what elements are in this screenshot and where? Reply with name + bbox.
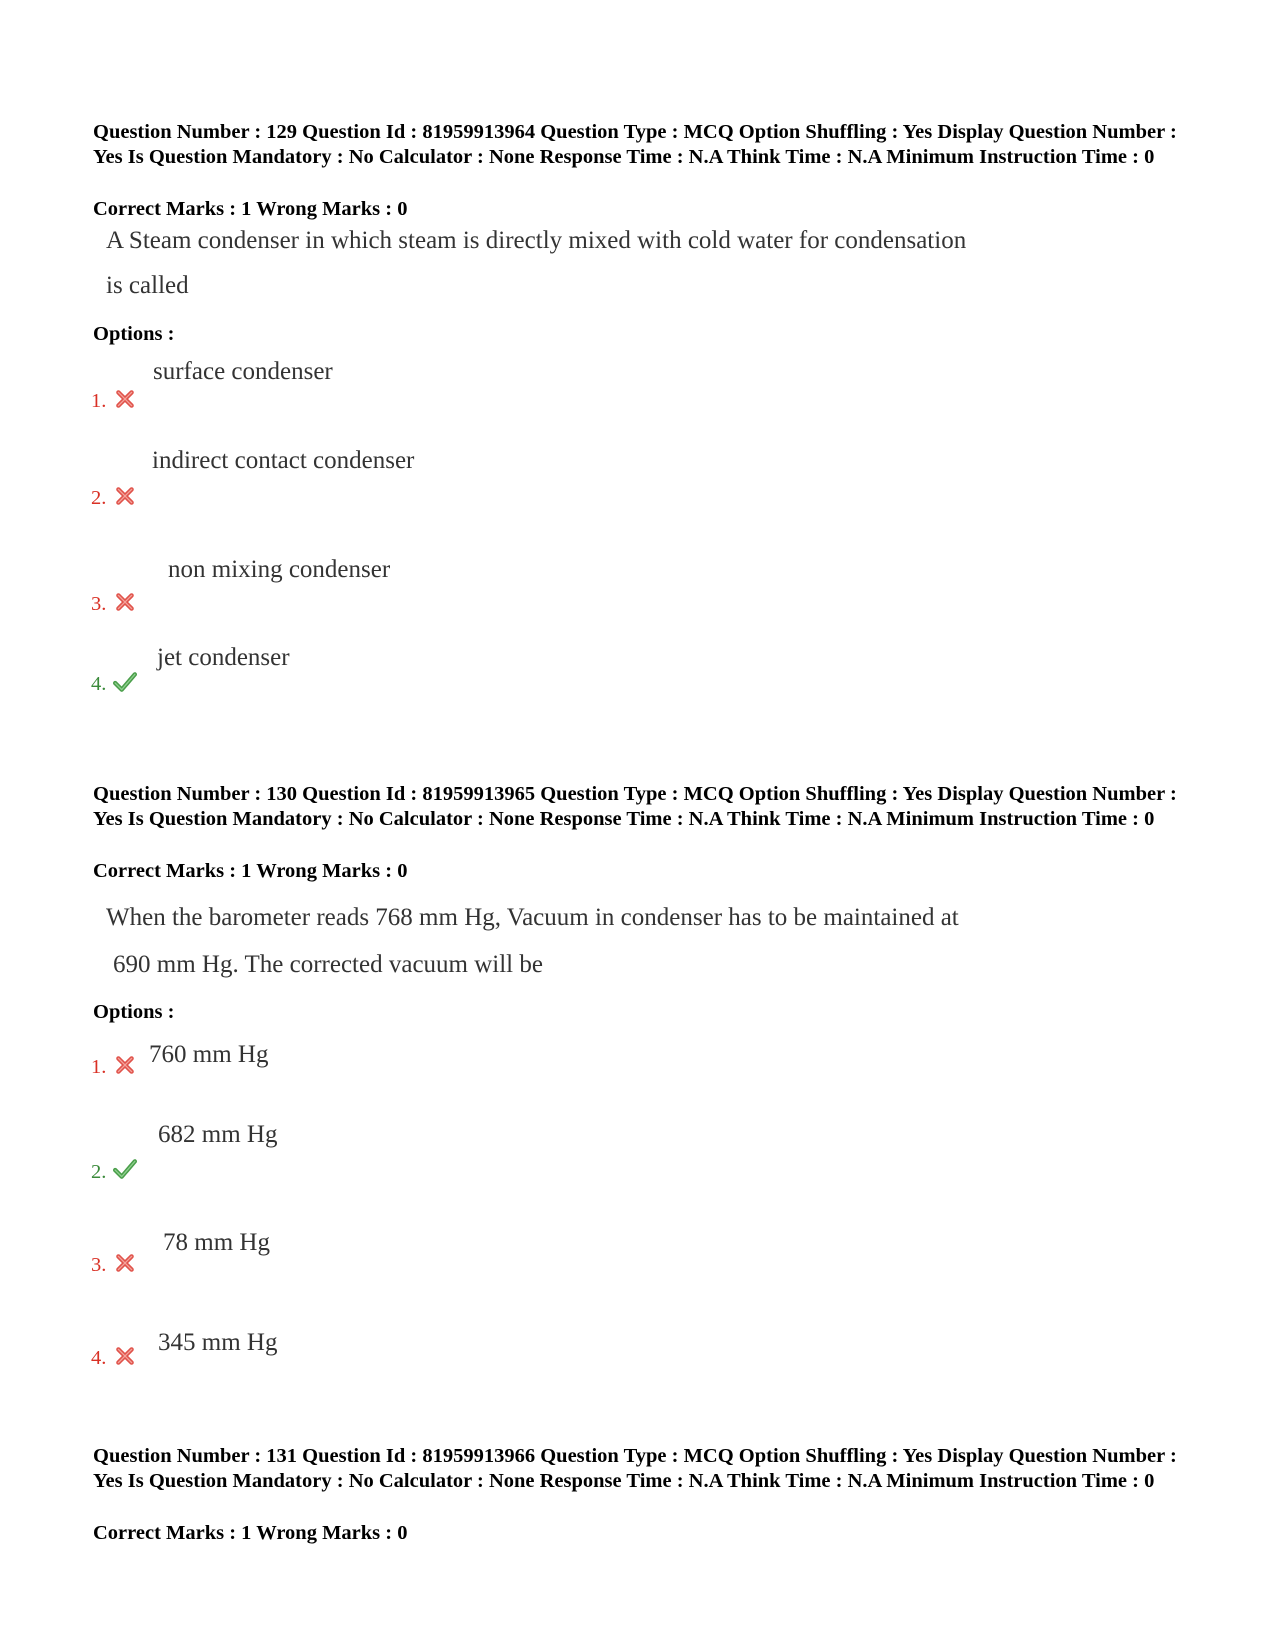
option-text: non mixing condenser <box>168 556 391 583</box>
option-number: 3. <box>91 593 107 615</box>
option-text: 345 mm Hg <box>158 1329 278 1356</box>
cross-icon <box>114 1054 136 1076</box>
option-number: 3. <box>91 1254 107 1276</box>
option-text: jet condenser <box>157 644 290 671</box>
option-text: 78 mm Hg <box>163 1229 270 1256</box>
option-number: 4. <box>91 1347 107 1369</box>
option-number: 2. <box>91 1161 107 1183</box>
cross-icon <box>114 591 136 613</box>
options-label: Options : <box>93 1001 175 1023</box>
option-text: indirect contact condenser <box>152 447 415 474</box>
question-text-line-2: is called <box>106 272 189 299</box>
option-number: 1. <box>91 390 107 412</box>
question-marks: Correct Marks : 1 Wrong Marks : 0 <box>93 198 408 220</box>
option-text: 760 mm Hg <box>149 1041 269 1068</box>
option-text: 682 mm Hg <box>158 1121 278 1148</box>
option-number: 2. <box>91 487 107 509</box>
check-icon <box>113 1158 137 1180</box>
cross-icon <box>114 388 136 410</box>
question-meta: Question Number : 130 Question Id : 81959913965 Question Type : MCQ Option Shuffling : Yes Display Question Number : Yes Is Question Mandatory : No Calculator : None Response Time : N.A Think Time : N.A Minimum Instruction Time : 0 <box>93 783 1177 830</box>
question-text-line-1: When the barometer reads 768 mm Hg, Vacuum in condenser has to be maintained at <box>106 904 959 931</box>
question-meta: Question Number : 131 Question Id : 81959913966 Question Type : MCQ Option Shuffling : Yes Display Question Number : Yes Is Question Mandatory : No Calculator : None Response Time : N.A Think Time : N.A Minimum Instruction Time : 0 <box>93 1445 1177 1492</box>
question-meta: Question Number : 129 Question Id : 81959913964 Question Type : MCQ Option Shuffling : Yes Display Question Number : Yes Is Question Mandatory : No Calculator : None Response Time : N.A Think Time : N.A Minimum Instruction Time : 0 <box>93 121 1177 168</box>
options-label: Options : <box>93 323 175 345</box>
question-marks: Correct Marks : 1 Wrong Marks : 0 <box>93 860 408 882</box>
check-icon <box>113 671 137 693</box>
question-marks: Correct Marks : 1 Wrong Marks : 0 <box>93 1522 408 1544</box>
cross-icon <box>114 1345 136 1367</box>
option-number: 1. <box>91 1056 107 1078</box>
question-text-line-1: A Steam condenser in which steam is directly mixed with cold water for condensation <box>106 227 967 254</box>
option-number: 4. <box>91 673 107 695</box>
cross-icon <box>114 1252 136 1274</box>
question-text-line-2: 690 mm Hg. The corrected vacuum will be <box>113 951 543 978</box>
cross-icon <box>114 485 136 507</box>
option-text: surface condenser <box>153 358 333 385</box>
